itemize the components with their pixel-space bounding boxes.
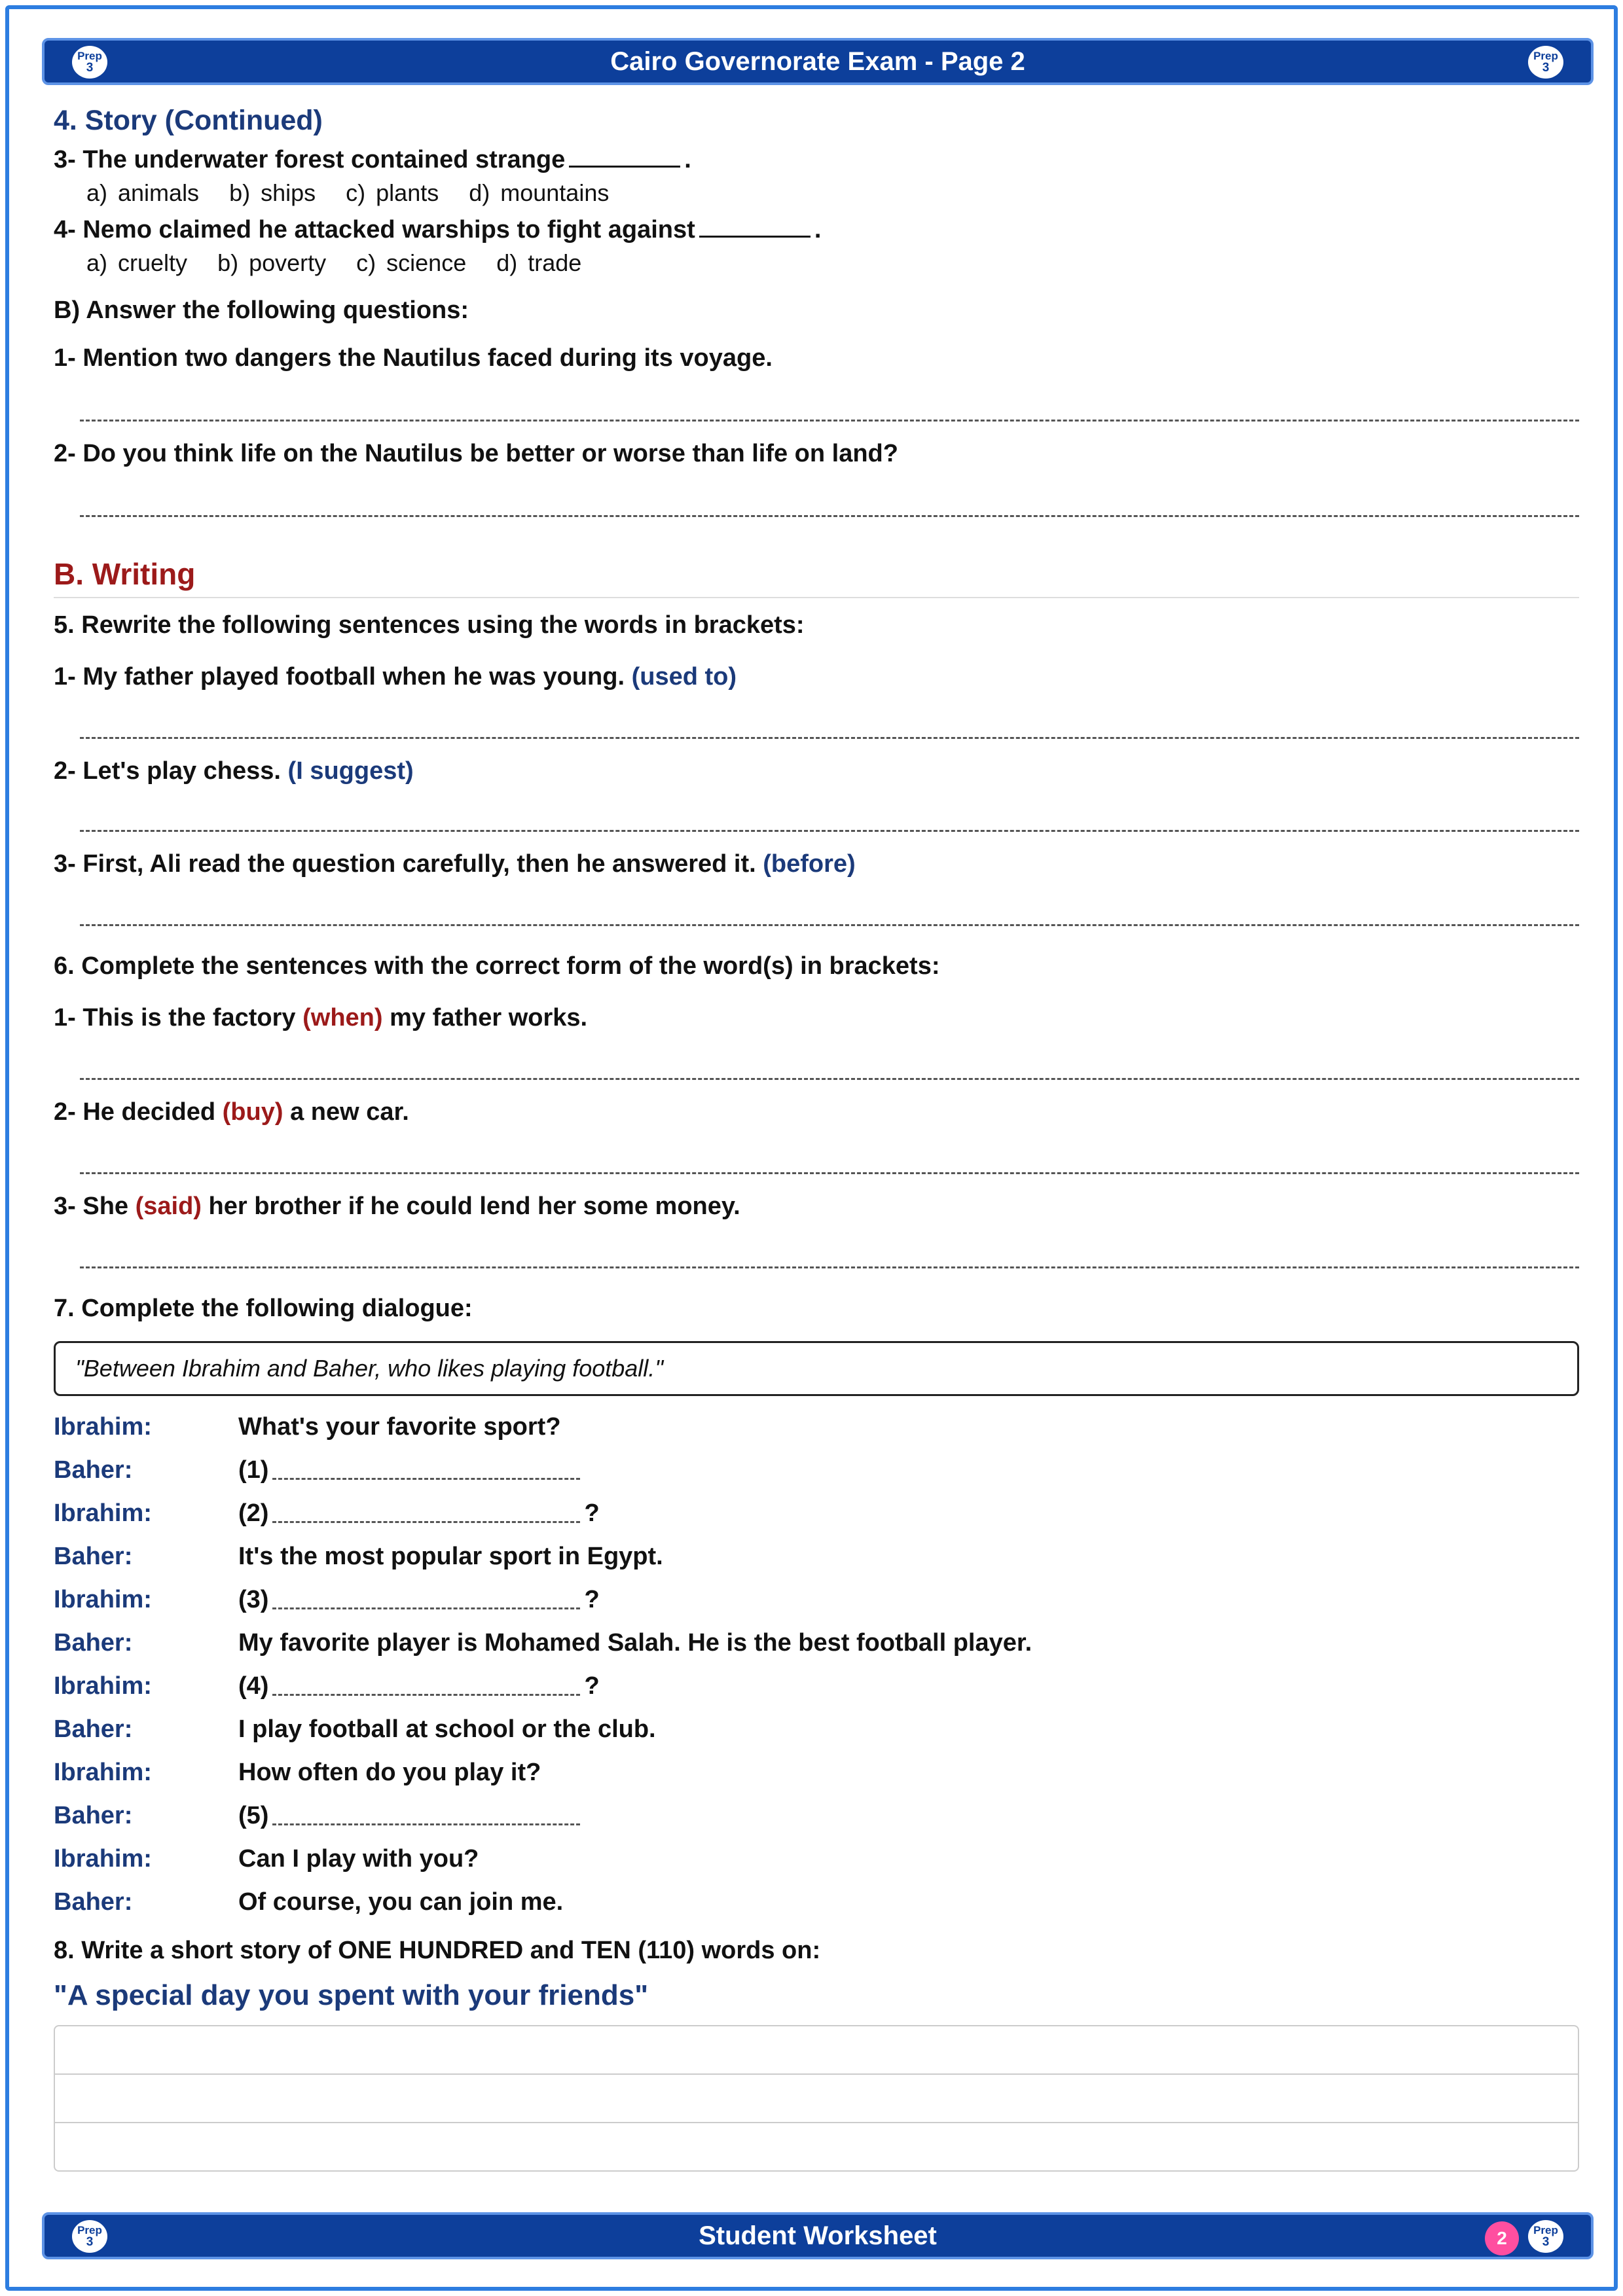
mcq-question [54,146,1579,174]
speaker-label: Ibrahim: [54,1844,152,1873]
mcq-options [86,249,1579,277]
dialogue-blank[interactable] [272,1677,580,1696]
badge-bottom-text: 3 [86,61,94,75]
badge-top-text: Prep [77,50,102,62]
dialogue-line [54,1405,1579,1448]
mcq-stem: 3- The underwater forest contained strange [54,146,566,173]
speaker-label: Baher: [54,1888,133,1916]
writing-line [55,2122,1578,2123]
dialogue-line [54,1880,1579,1924]
speaker-label: Baher: [54,1542,133,1570]
answer-line[interactable] [80,1172,1579,1174]
rewrite-sentence [54,850,1579,878]
speaker-label: Baher: [54,1456,133,1484]
bracket-hint: (I suggest) [287,757,414,785]
dialogue-blank[interactable] [272,1461,580,1480]
complete-sentence [54,1193,1579,1221]
complete-sentence [54,1098,1579,1126]
sentence-text: 3- First, Ali read the question carefully, then he answered it. [54,850,756,878]
answer-line[interactable] [80,1078,1579,1080]
dialogue-text: (4) [238,1672,269,1700]
dialogue-end: ? [584,1672,600,1700]
dialogue [54,1405,1579,1924]
speaker-label: Ibrahim: [54,1758,152,1786]
dialogue-line [54,1794,1579,1837]
rewrite-sentence [54,663,1579,691]
q5-heading: 5. Rewrite the following sentences using the words in brackets: [54,611,805,639]
writing-area[interactable] [54,2025,1579,2172]
badge-bottom-text: 3 [86,2235,94,2249]
dialogue-text: (2) [238,1499,269,1527]
speaker-label: Ibrahim: [54,1585,152,1613]
dialogue-line [54,1492,1579,1535]
mcq-option[interactable]: a) animals [86,179,200,206]
prep-3-badge-icon [1528,2220,1563,2253]
mcq-options [86,179,1579,207]
dialogue-line [54,1621,1579,1664]
dialogue-line [54,1751,1579,1794]
writing-line [55,2073,1578,2075]
dialogue-text: Can I play with you? [238,1844,479,1873]
mcq-option[interactable]: b) poverty [217,249,327,276]
worksheet-content [54,105,1579,2172]
answer-line[interactable] [80,515,1579,517]
sentence-post: her brother if he could lend her some money. [208,1193,740,1220]
dialogue-text: It's the most popular sport in Egypt. [238,1542,663,1570]
footer-title: Student Worksheet [699,2221,937,2250]
mcq-option[interactable]: c) plants [346,179,439,206]
answer-line[interactable] [80,737,1579,739]
mcq-end: . [814,216,822,243]
dialogue-line [54,1708,1579,1751]
mcq-option[interactable]: b) ships [229,179,316,206]
bracket-hint: (before) [763,850,856,878]
page-number-badge: 2 [1485,2221,1519,2255]
answer-blank[interactable] [699,236,811,238]
badge-bottom-text: 3 [1542,61,1550,75]
open-question: 2- Do you think life on the Nautilus be better or worse than life on land? [54,440,898,467]
mcq-question [54,216,1579,244]
dialogue-text: (1) [238,1456,269,1484]
dialogue-text: My favorite player is Mohamed Salah. He is the best football player. [238,1628,1032,1657]
open-question: 1- Mention two dangers the Nautilus faced during its voyage. [54,344,773,372]
mcq-option[interactable]: a) cruelty [86,249,188,276]
answer-questions-heading: B) Answer the following questions: [54,296,469,324]
story-topic: "A special day you spent with your friends" [54,1979,649,2011]
sentence-text: 1- My father played football when he was young. [54,663,625,691]
sentence-pre: 1- This is the factory [54,1004,296,1031]
dialogue-situation-box: "Between Ibrahim and Baher, who likes playing football." [54,1341,1579,1396]
mcq-option[interactable]: d) trade [496,249,582,276]
q8-heading: 8. Write a short story of ONE HUNDRED and TEN (110) words on: [54,1937,821,1964]
bracket-hint: (buy) [222,1098,283,1126]
sentence-pre: 2- He decided [54,1098,216,1126]
sentence-post: a new car. [290,1098,409,1126]
dialogue-blank[interactable] [272,1590,580,1609]
speaker-label: Baher: [54,1801,133,1829]
sentence-post: my father works. [390,1004,588,1031]
badge-top-text: Prep [1533,50,1558,62]
section-title-writing: B. Writing [54,557,196,591]
dialogue-line [54,1837,1579,1880]
dialogue-end: ? [584,1585,600,1613]
dialogue-line [54,1535,1579,1578]
footer-bar [42,2212,1594,2259]
complete-sentence [54,1004,1579,1032]
dialogue-blank[interactable] [272,1504,580,1523]
mcq-option[interactable]: c) science [356,249,467,276]
sentence-text: 2- Let's play chess. [54,757,281,785]
header-bar [42,38,1594,85]
q7-heading: 7. Complete the following dialogue: [54,1295,473,1322]
speaker-label: Baher: [54,1628,133,1657]
dialogue-line [54,1448,1579,1492]
answer-line[interactable] [80,830,1579,832]
answer-line[interactable] [80,1266,1579,1268]
bracket-hint: (when) [302,1004,383,1031]
dialogue-blank[interactable] [272,1806,580,1825]
dialogue-text: (3) [238,1585,269,1613]
prep-3-badge-icon [1528,46,1563,79]
dialogue-text: Of course, you can join me. [238,1888,564,1916]
dialogue-line [54,1578,1579,1621]
badge-top-text: Prep [77,2224,102,2236]
speaker-label: Ibrahim: [54,1672,152,1700]
prep-3-badge-icon [72,46,107,79]
speaker-label: Ibrahim: [54,1499,152,1527]
bracket-hint: (used to) [631,663,737,691]
answer-blank[interactable] [569,166,680,168]
header-title: Cairo Governorate Exam - Page 2 [610,46,1025,76]
bracket-hint: (said) [135,1193,202,1220]
mcq-stem: 4- Nemo claimed he attacked warships to fight against [54,216,695,243]
dialogue-text: What's your favorite sport? [238,1412,561,1441]
dialogue-text: (5) [238,1801,269,1829]
badge-bottom-text: 3 [1542,2235,1550,2249]
rewrite-sentence [54,757,1579,785]
mcq-end: . [684,146,691,173]
speaker-label: Ibrahim: [54,1412,152,1441]
dialogue-end: ? [584,1499,600,1527]
prep-3-badge-icon [72,2220,107,2253]
sentence-pre: 3- She [54,1193,129,1220]
dialogue-text: I play football at school or the club. [238,1715,656,1743]
dialogue-line [54,1664,1579,1708]
mcq-option[interactable]: d) mountains [469,179,610,206]
dialogue-text: How often do you play it? [238,1758,541,1786]
speaker-label: Baher: [54,1715,133,1743]
answer-line[interactable] [80,420,1579,422]
section-divider [54,597,1579,598]
badge-top-text: Prep [1533,2224,1558,2236]
section-title-story: 4. Story (Continued) [54,105,323,136]
answer-line[interactable] [80,924,1579,926]
q6-heading: 6. Complete the sentences with the correct form of the word(s) in brackets: [54,952,940,980]
